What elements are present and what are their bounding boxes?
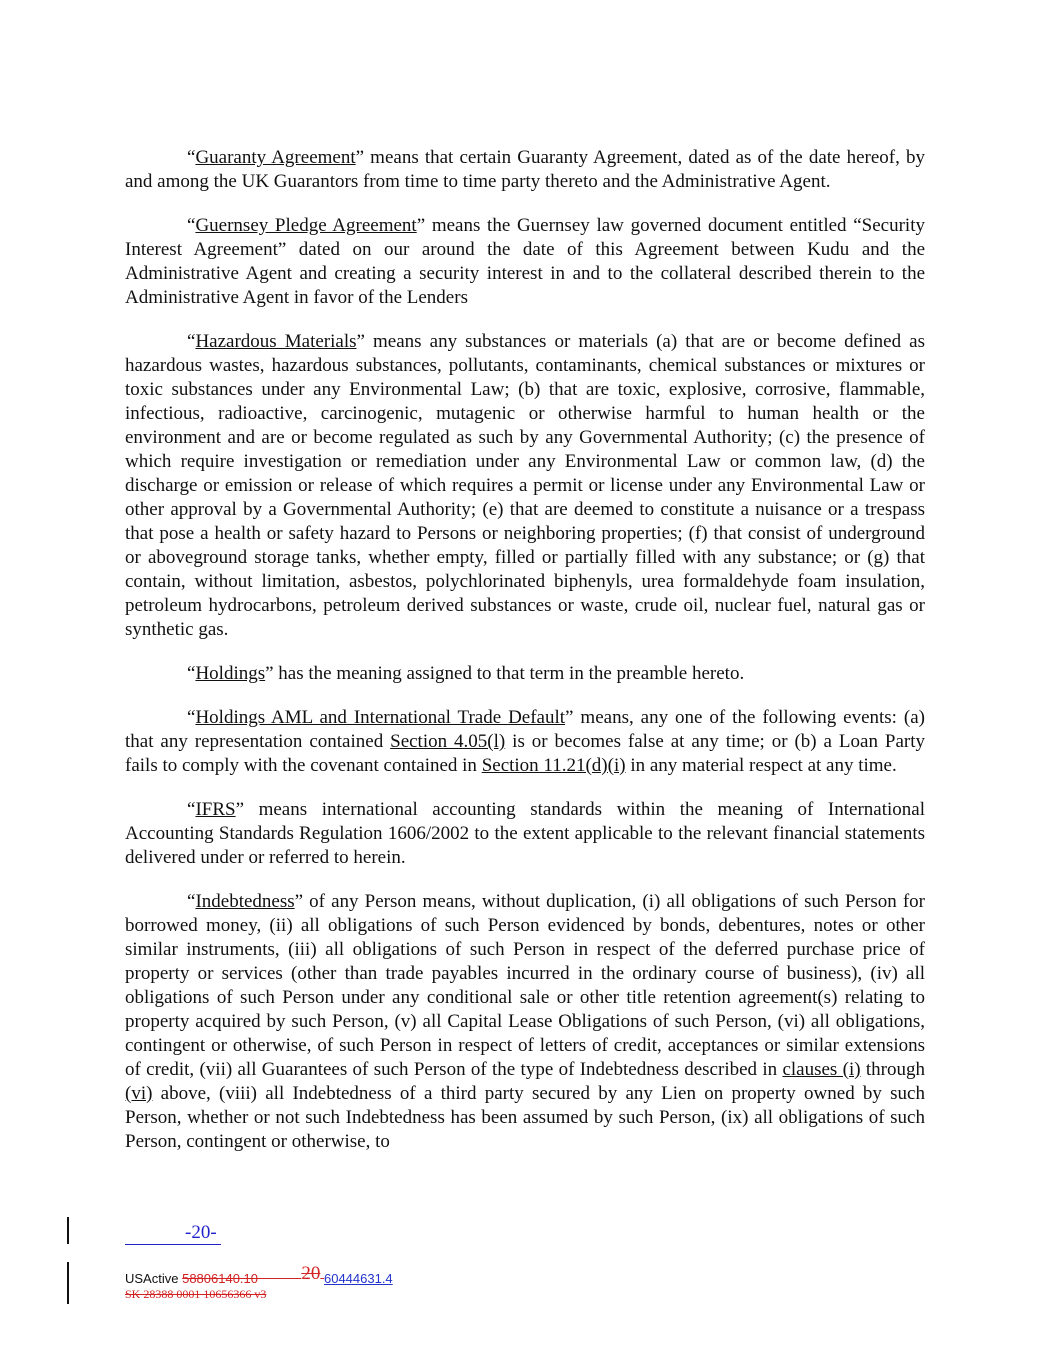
change-bar: [67, 1262, 69, 1304]
definition-text: ” means international accounting standards within the meaning of International Accounting Standards Regulation 1606/2002 to the extent applicable to the relevant financial statements delivered under or referred to herein.: [125, 799, 925, 868]
footer-label: USActive: [125, 1271, 179, 1286]
deleted-page-number: 20: [301, 1263, 321, 1284]
change-bar: [67, 1217, 69, 1244]
definition-ifrs: [125, 798, 925, 870]
deleted-sk-line: SK 28388 0001 10656366 v3: [125, 1287, 267, 1301]
open-quote: “: [187, 891, 196, 912]
definition-guaranty-agreement: [125, 146, 925, 194]
clause-reference: clauses (i): [782, 1059, 861, 1080]
defined-term: Hazardous Materials: [195, 331, 357, 352]
defined-term: Holdings: [195, 663, 266, 684]
open-quote: “: [187, 663, 196, 684]
defined-term: Holdings AML and International Trade Default: [195, 707, 566, 728]
definition-text: ” means any substances or materials (a) that are or become defined as hazardous wastes, hazardous substances, pollutants, contaminants, chemical substances or mixtures or toxic substances under any Environmental Law; (b) that are toxic, explosive, corrosive, flammable, infectious, radioactive, carcinogenic, mutagenic or otherwise harmful to human health or the environment and are or become regulated as such by any Governmental Authority; (c) the presence of which require investigation or remediation under any Environmental Law or common law, (d) the discharge or emission or release of which requires a permit or license under any Environmental Law or other approval by a Governmental Authority; (e) that are deemed to constitute a nuisance or a trespass that pose a health or safety hazard to Persons or neighboring properties; (f) that consist of underground or aboveground storage tanks, whether empty, filled or partially filled with any substance; or (g) that contain, without limitation, asbestos, polychlorinated biphenyls, urea formaldehyde foam insulation, petroleum hydrocarbons, petroleum derived substances or waste, crude oil, nuclear fuel, natural gas or synthetic gas.: [125, 331, 925, 640]
defined-term: Indebtedness: [195, 891, 295, 912]
definition-text: ” means that certain Guaranty Agreement, dated as of the date hereof, by and among the UK Guarantors from time to time party thereto and the Administrative Agent.: [125, 147, 925, 192]
open-quote: “: [187, 331, 196, 352]
defined-term: IFRS: [195, 799, 236, 820]
footer-rule: [125, 1244, 221, 1245]
definition-text: ” has the meaning assigned to that term in the preamble hereto.: [265, 663, 745, 684]
clause-reference: (vi): [125, 1083, 153, 1104]
defined-term: Guernsey Pledge Agreement: [195, 215, 417, 236]
page-number: -20-: [185, 1222, 217, 1243]
section-reference: Section 11.21(d)(i): [481, 755, 626, 776]
inserted-doc-id: 60444631.4: [323, 1271, 393, 1286]
definition-guernsey-pledge-agreement: [125, 214, 925, 310]
definition-holdings-aml-default: [125, 706, 925, 778]
open-quote: “: [187, 799, 196, 820]
section-reference: Section 4.05(l): [390, 731, 506, 752]
open-quote: “: [187, 707, 196, 728]
definition-indebtedness: [125, 890, 925, 1154]
document-body: [125, 146, 925, 1174]
definition-text: ” of any Person means, without duplication, (i) all obligations of such Person for borrowed money, (ii) all obligations of such Person evidenced by bonds, debentures, notes or other similar instruments, (iii) all obligations of such Person in respect of the deferred purchase price of property or services (other than trade payables incurred in the ordinary course of business), (iv) all obligations of such Person under any conditional sale or other title retention agreement(s) relating to property acquired by such Person, (v) all Capital Lease Obligations of such Person, (vi) all obligations, contingent or otherwise, of such Person in respect of letters of credit, acceptances or similar extensions of credit, (vii) all Guarantees of such Person of the type of Indebtedness described in: [125, 891, 925, 1080]
definition-text: through: [860, 1059, 925, 1080]
definition-text: in any material respect at any time.: [625, 755, 897, 776]
definition-text: ” means, any one of the following events: (a) that any representation contained: [125, 707, 925, 752]
footer-doc-id: [125, 1263, 393, 1289]
definition-text: above, (viii) all Indebtedness of a third party secured by any Lien on property owned by such Person, whether or not such Indebtedness has been assumed by such Person, (ix) all obligations of such Person, contingent or otherwise, to: [125, 1083, 925, 1152]
defined-term: Guaranty Agreement: [195, 147, 356, 168]
deleted-doc-id: 58806140.10: [182, 1271, 259, 1286]
definition-text: ” means the Guernsey law governed document entitled “Security Interest Agreement” dated on our around the date of this Agreement between Kudu and the Administrative Agent and creating a security interest in and to the collateral described therein to the Administrative Agent in favor of the Lenders: [125, 215, 925, 308]
open-quote: “: [187, 147, 196, 168]
definition-text: is or becomes false at any time; or (b) a Loan Party fails to comply with the covenant contained in: [125, 731, 925, 776]
open-quote: “: [187, 215, 196, 236]
definition-holdings: [125, 662, 925, 686]
definition-hazardous-materials: [125, 330, 925, 642]
